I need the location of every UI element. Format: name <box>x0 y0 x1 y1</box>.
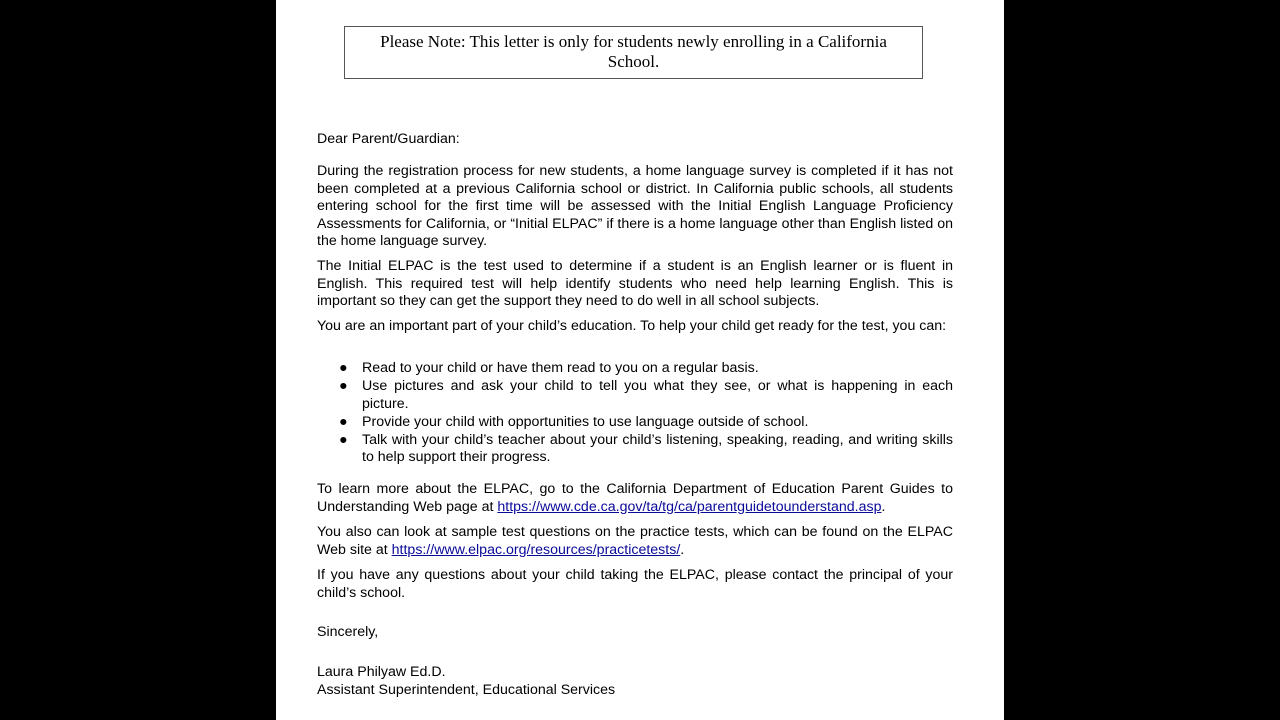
list-item <box>317 414 953 432</box>
signer-name: Laura Philyaw Ed.D. <box>317 664 446 680</box>
signer-title: Assistant Superintendent, Educational Services <box>317 682 616 698</box>
note-text: Please Note: This letter is only for students newly enrolling in a California School. <box>380 32 887 71</box>
paragraph-practice-tests-text <box>317 524 953 559</box>
practice-tests-text: You also can look at sample test questions on the practice tests, which can be found on the ELPAC Web site at <box>317 524 953 558</box>
list-item-text: Read to your child or have them read to you on a regular basis. <box>362 360 759 376</box>
practice-tests-end: . <box>680 541 685 558</box>
paragraph-parent-role <box>317 318 953 336</box>
bullet-icon: ● <box>339 413 348 430</box>
note-box <box>344 26 923 79</box>
paragraph-learn-more-text <box>317 481 953 516</box>
paragraph-practice-tests <box>317 524 953 559</box>
paragraph-questions-text: If you have any questions about your child taking the ELPAC, please contact the principal of your child’s school. <box>317 567 953 601</box>
cde-parent-guide-link[interactable]: https://www.cde.ca.gov/ta/tg/ca/parentguidetounderstand.asp <box>497 498 882 515</box>
paragraph-parent-role-text: You are an important part of your child’s education. To help your child get ready for the test, you can: <box>317 318 947 334</box>
learn-more-end: . <box>881 498 886 515</box>
paragraph-initial-elpac-text: The Initial ELPAC is the test used to determine if a student is an English learner or is fluent in English. This required test will help identify students who need help learning English. This is important so they can get the support they need to do well in all school subjects. <box>317 258 953 309</box>
list-item <box>317 432 953 467</box>
list-item <box>317 360 953 378</box>
bullet-icon: ● <box>339 431 348 448</box>
list-item-text: Provide your child with opportunities to use language outside of school. <box>362 413 809 430</box>
paragraph-registration <box>317 163 953 251</box>
list-item-text: Use pictures and ask your child to tell you what they see, or what is happening in each picture. <box>362 378 953 412</box>
bullet-icon: ● <box>339 360 348 376</box>
tips-list <box>317 360 953 467</box>
elpac-practice-tests-link[interactable]: https://www.elpac.org/resources/practicetests/ <box>391 541 681 558</box>
paragraph-learn-more <box>317 481 953 516</box>
greeting: Dear Parent/Guardian: <box>317 131 460 147</box>
bullet-icon: ● <box>339 378 348 394</box>
learn-more-text: To learn more about the ELPAC, go to the California Department of Education Parent Guides to Understanding Web page at <box>317 481 953 515</box>
paragraph-initial-elpac <box>317 258 953 311</box>
letter-page <box>276 0 1004 720</box>
paragraph-registration-text: During the registration process for new students, a home language survey is completed if it has not been completed at a previous California school or district. In California public schools, all students entering school for the first time will be assessed with the Initial English Language Proficiency Assessments for California, or “Initial ELPAC” if there is a home language other than English listed on the home language survey. <box>317 163 953 249</box>
paragraph-questions <box>317 567 953 602</box>
list-item <box>317 378 953 413</box>
closing: Sincerely, <box>317 624 379 640</box>
list-item-text: Talk with your child’s teacher about your child’s listening, speaking, reading, and writing skills to help support their progress. <box>362 431 953 465</box>
